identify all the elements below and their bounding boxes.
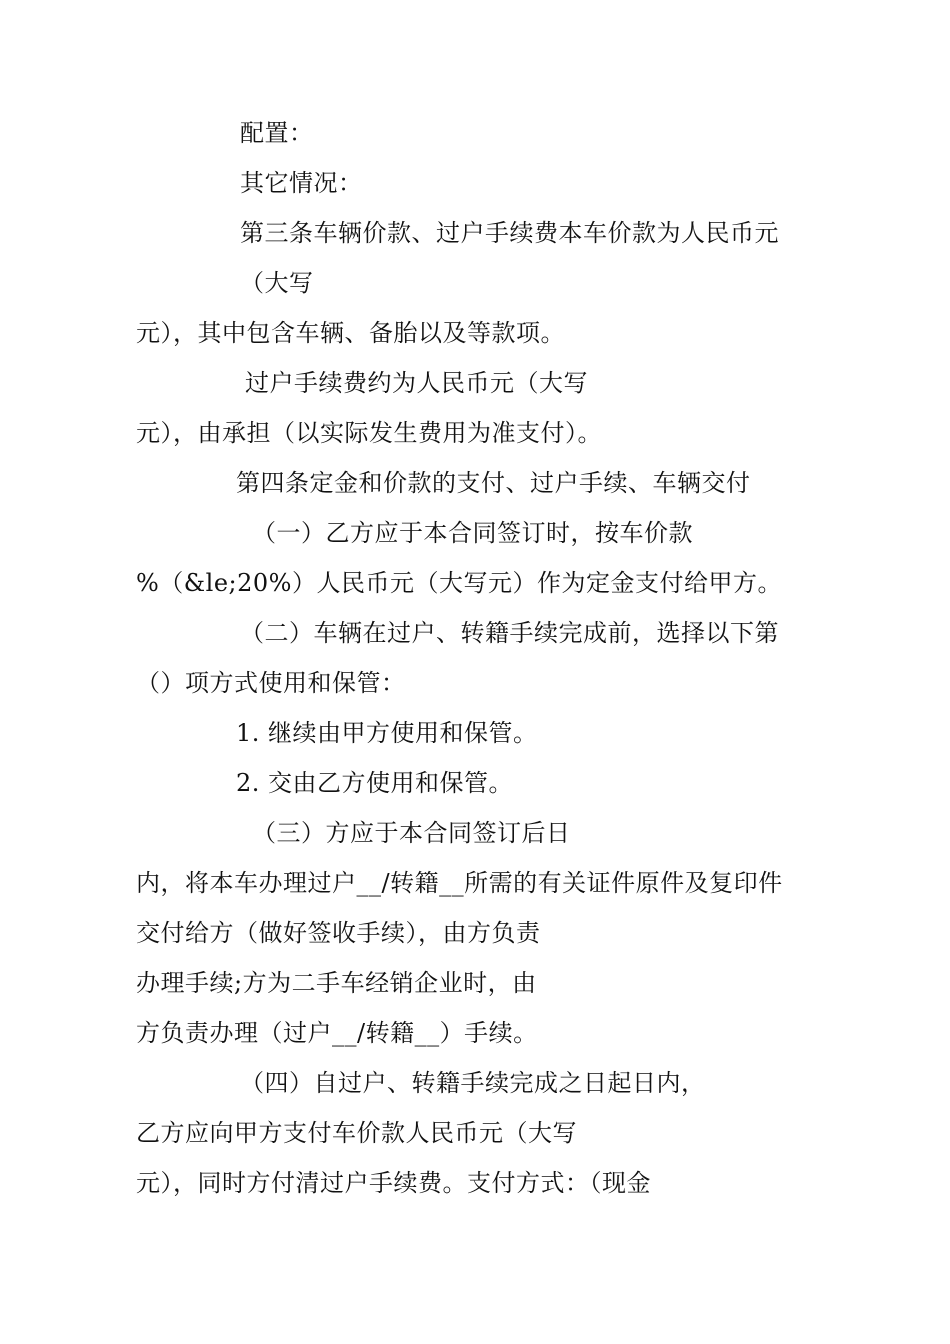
text-line: 元），其中包含车辆、备胎以及等款项。 — [136, 319, 565, 347]
text-line: （大写 — [240, 269, 314, 297]
text-line: 过户手续费约为人民币元（大写 — [245, 369, 588, 397]
text-line: （一）乙方应于本合同签订时，按车价款 — [252, 519, 693, 547]
text-line: （）项方式使用和保管： — [136, 669, 406, 697]
text-line: （三）方应于本合同签订后日 — [252, 819, 571, 847]
list-item: 2. 交由乙方使用和保管。 — [236, 769, 514, 797]
text-line: 元），同时方付清过户手续费。支付方式：（现金 — [136, 1169, 651, 1197]
text-line: 交付给方（做好签收手续），由方负责 — [136, 919, 541, 947]
text-line: 元），由承担（以实际发生费用为准支付）。 — [136, 419, 602, 447]
text-line: 其它情况： — [240, 169, 363, 197]
text-line: （四）自过户、转籍手续完成之日起日内， — [240, 1069, 706, 1097]
text-line: 办理手续;方为二手车经销企业时，由 — [136, 969, 537, 997]
text-line: （二）车辆在过户、转籍手续完成前，选择以下第 — [240, 619, 779, 647]
text-line: 方负责办理（过户__/转籍__）手续。 — [136, 1019, 538, 1047]
text-line: 乙方应向甲方支付车价款人民币元（大写 — [136, 1119, 577, 1147]
section-heading: 第四条定金和价款的支付、过户手续、车辆交付 — [236, 469, 751, 497]
text-line: 第三条车辆价款、过户手续费本车价款为人民币元 — [240, 219, 779, 247]
text-line: 内，将本车办理过户__/转籍__所需的有关证件原件及复印件 — [136, 869, 783, 897]
list-item: 1. 继续由甲方使用和保管。 — [236, 719, 538, 747]
text-line: %（&le;20%）人民币元（大写元）作为定金支付给甲方。 — [136, 569, 782, 597]
text-line: 配置： — [240, 119, 314, 147]
